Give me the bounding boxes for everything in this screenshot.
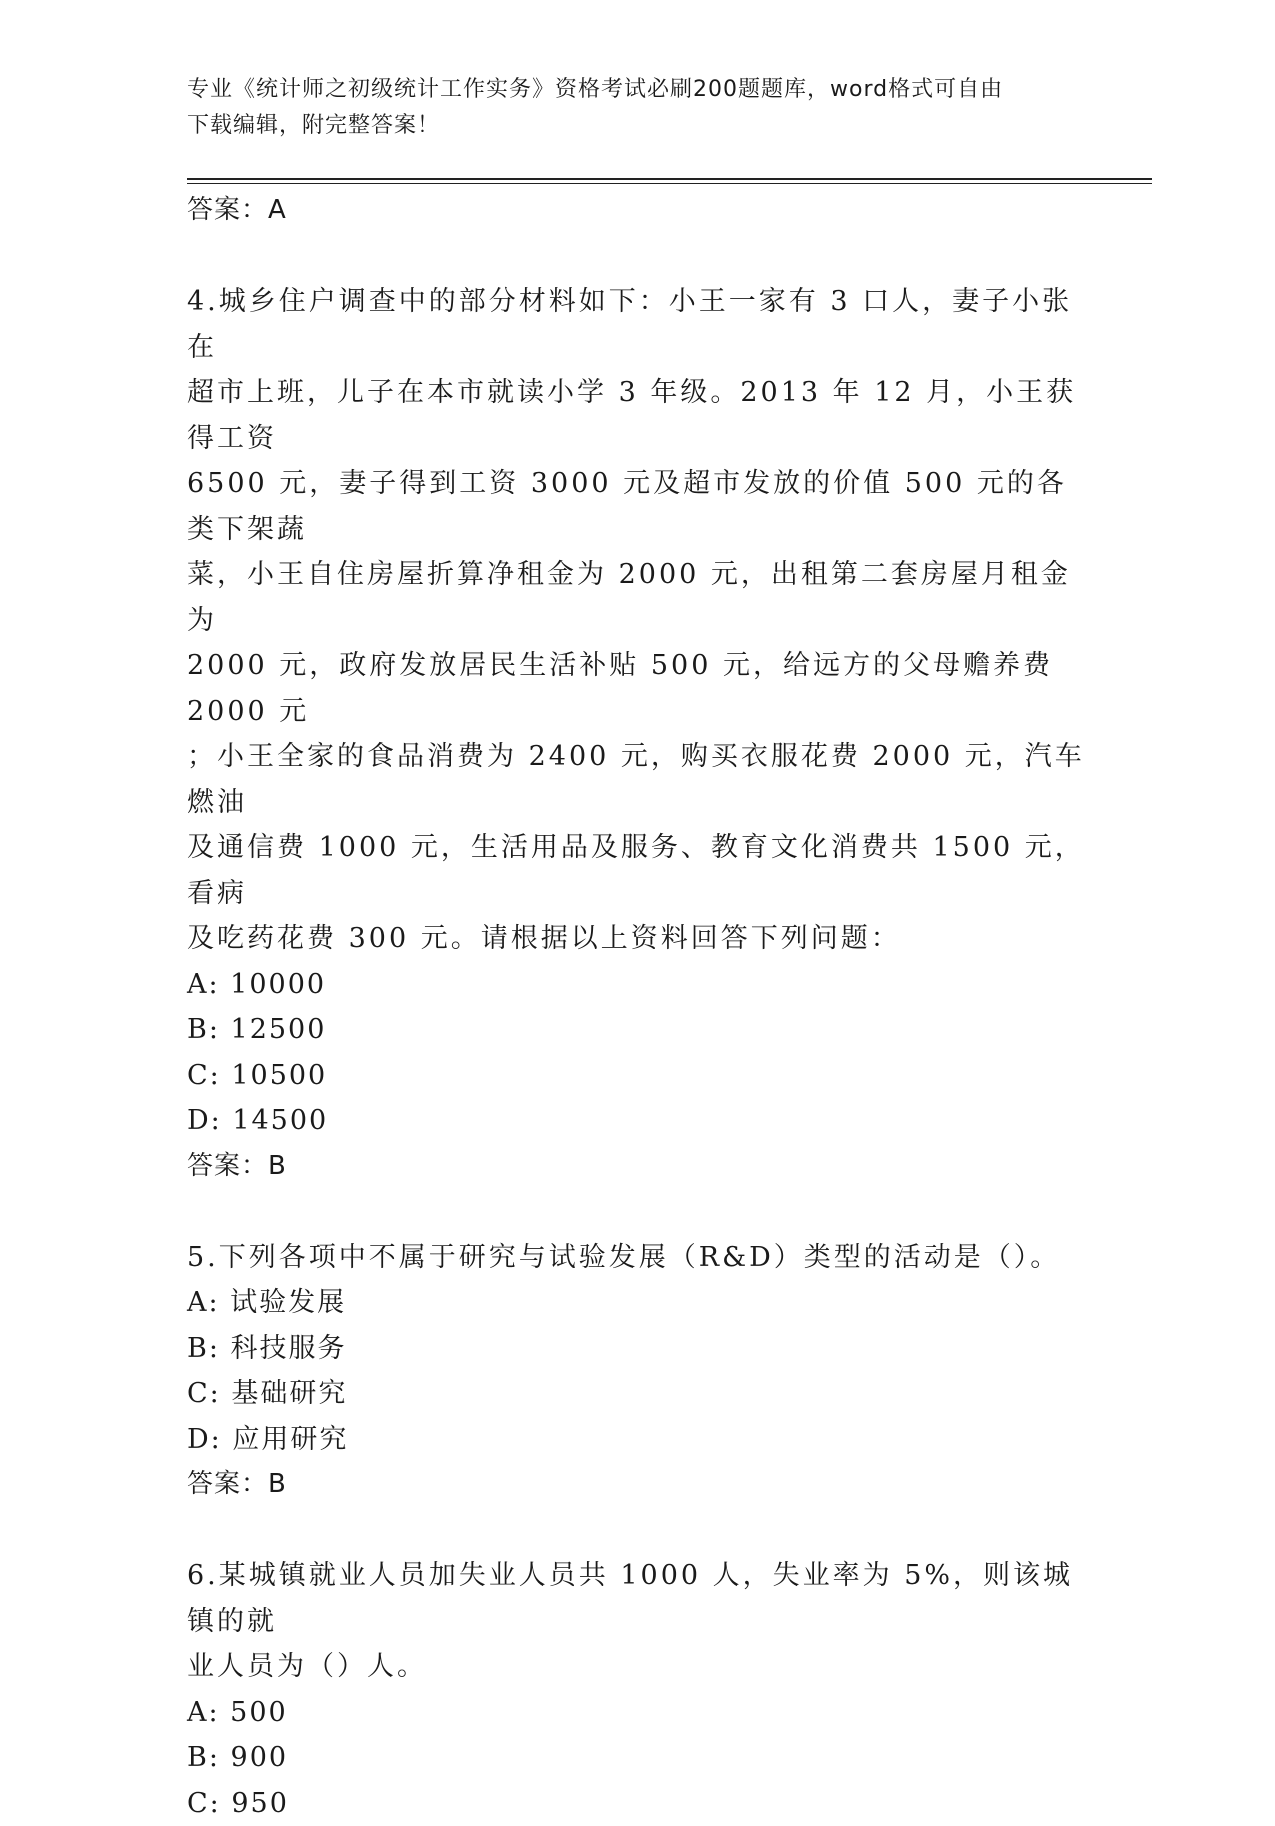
question-6-stem xyxy=(187,1553,1087,1690)
header-divider xyxy=(187,178,1152,180)
question-spacer xyxy=(187,233,1087,279)
question-line: 5.下列各项中不属于研究与试验发展（R&D）类型的活动是（）。 xyxy=(187,1235,1087,1281)
option-a: A: 10000 xyxy=(187,962,1087,1008)
question-5-answer: 答案：B xyxy=(187,1462,1087,1507)
option-d: D: 14500 xyxy=(187,1098,1087,1144)
header-divider-thin xyxy=(187,183,1152,184)
question-list xyxy=(187,188,1087,1826)
question-line: 6500 元，妻子得到工资 3000 元及超市发放的价值 500 元的各类下架蔬 xyxy=(187,461,1087,552)
header-line-1: 专业《统计师之初级统计工作实务》资格考试必刷200题题库，word格式可自由 xyxy=(187,72,1087,108)
question-5-stem xyxy=(187,1235,1087,1281)
question-4-stem xyxy=(187,279,1087,962)
previous-answer: 答案：A xyxy=(187,188,1087,233)
option-c: C: 10500 xyxy=(187,1053,1087,1099)
option-c: C: 基础研究 xyxy=(187,1371,1087,1417)
option-c: C: 950 xyxy=(187,1781,1087,1826)
question-line: 6.某城镇就业人员加失业人员共 1000 人，失业率为 5%，则该城镇的就 xyxy=(187,1553,1087,1644)
option-a: A: 500 xyxy=(187,1690,1087,1736)
question-line: ；小王全家的食品消费为 2400 元，购买衣服花费 2000 元，汽车燃油 xyxy=(187,734,1087,825)
question-line: 菜，小王自住房屋折算净租金为 2000 元，出租第二套房屋月租金为 xyxy=(187,552,1087,643)
option-b: B: 12500 xyxy=(187,1007,1087,1053)
question-line: 2000 元，政府发放居民生活补贴 500 元，给远方的父母赡养费 2000 元 xyxy=(187,643,1087,734)
question-line: 业人员为（）人。 xyxy=(187,1644,1087,1690)
option-d: D: 应用研究 xyxy=(187,1417,1087,1463)
option-b: B: 科技服务 xyxy=(187,1326,1087,1372)
option-a: A: 试验发展 xyxy=(187,1280,1087,1326)
question-spacer xyxy=(187,1189,1087,1235)
question-line: 4.城乡住户调查中的部分材料如下：小王一家有 3 口人，妻子小张在 xyxy=(187,279,1087,370)
question-4-answer: 答案：B xyxy=(187,1144,1087,1189)
question-line: 超市上班，儿子在本市就读小学 3 年级。2013 年 12 月，小王获得工资 xyxy=(187,370,1087,461)
header-line-2: 下载编辑，附完整答案！ xyxy=(187,108,1087,144)
question-line: 及吃药花费 300 元。请根据以上资料回答下列问题： xyxy=(187,916,1087,962)
question-spacer xyxy=(187,1507,1087,1553)
page-header xyxy=(187,72,1087,144)
option-b: B: 900 xyxy=(187,1735,1087,1781)
question-line: 及通信费 1000 元，生活用品及服务、教育文化消费共 1500 元，看病 xyxy=(187,825,1087,916)
